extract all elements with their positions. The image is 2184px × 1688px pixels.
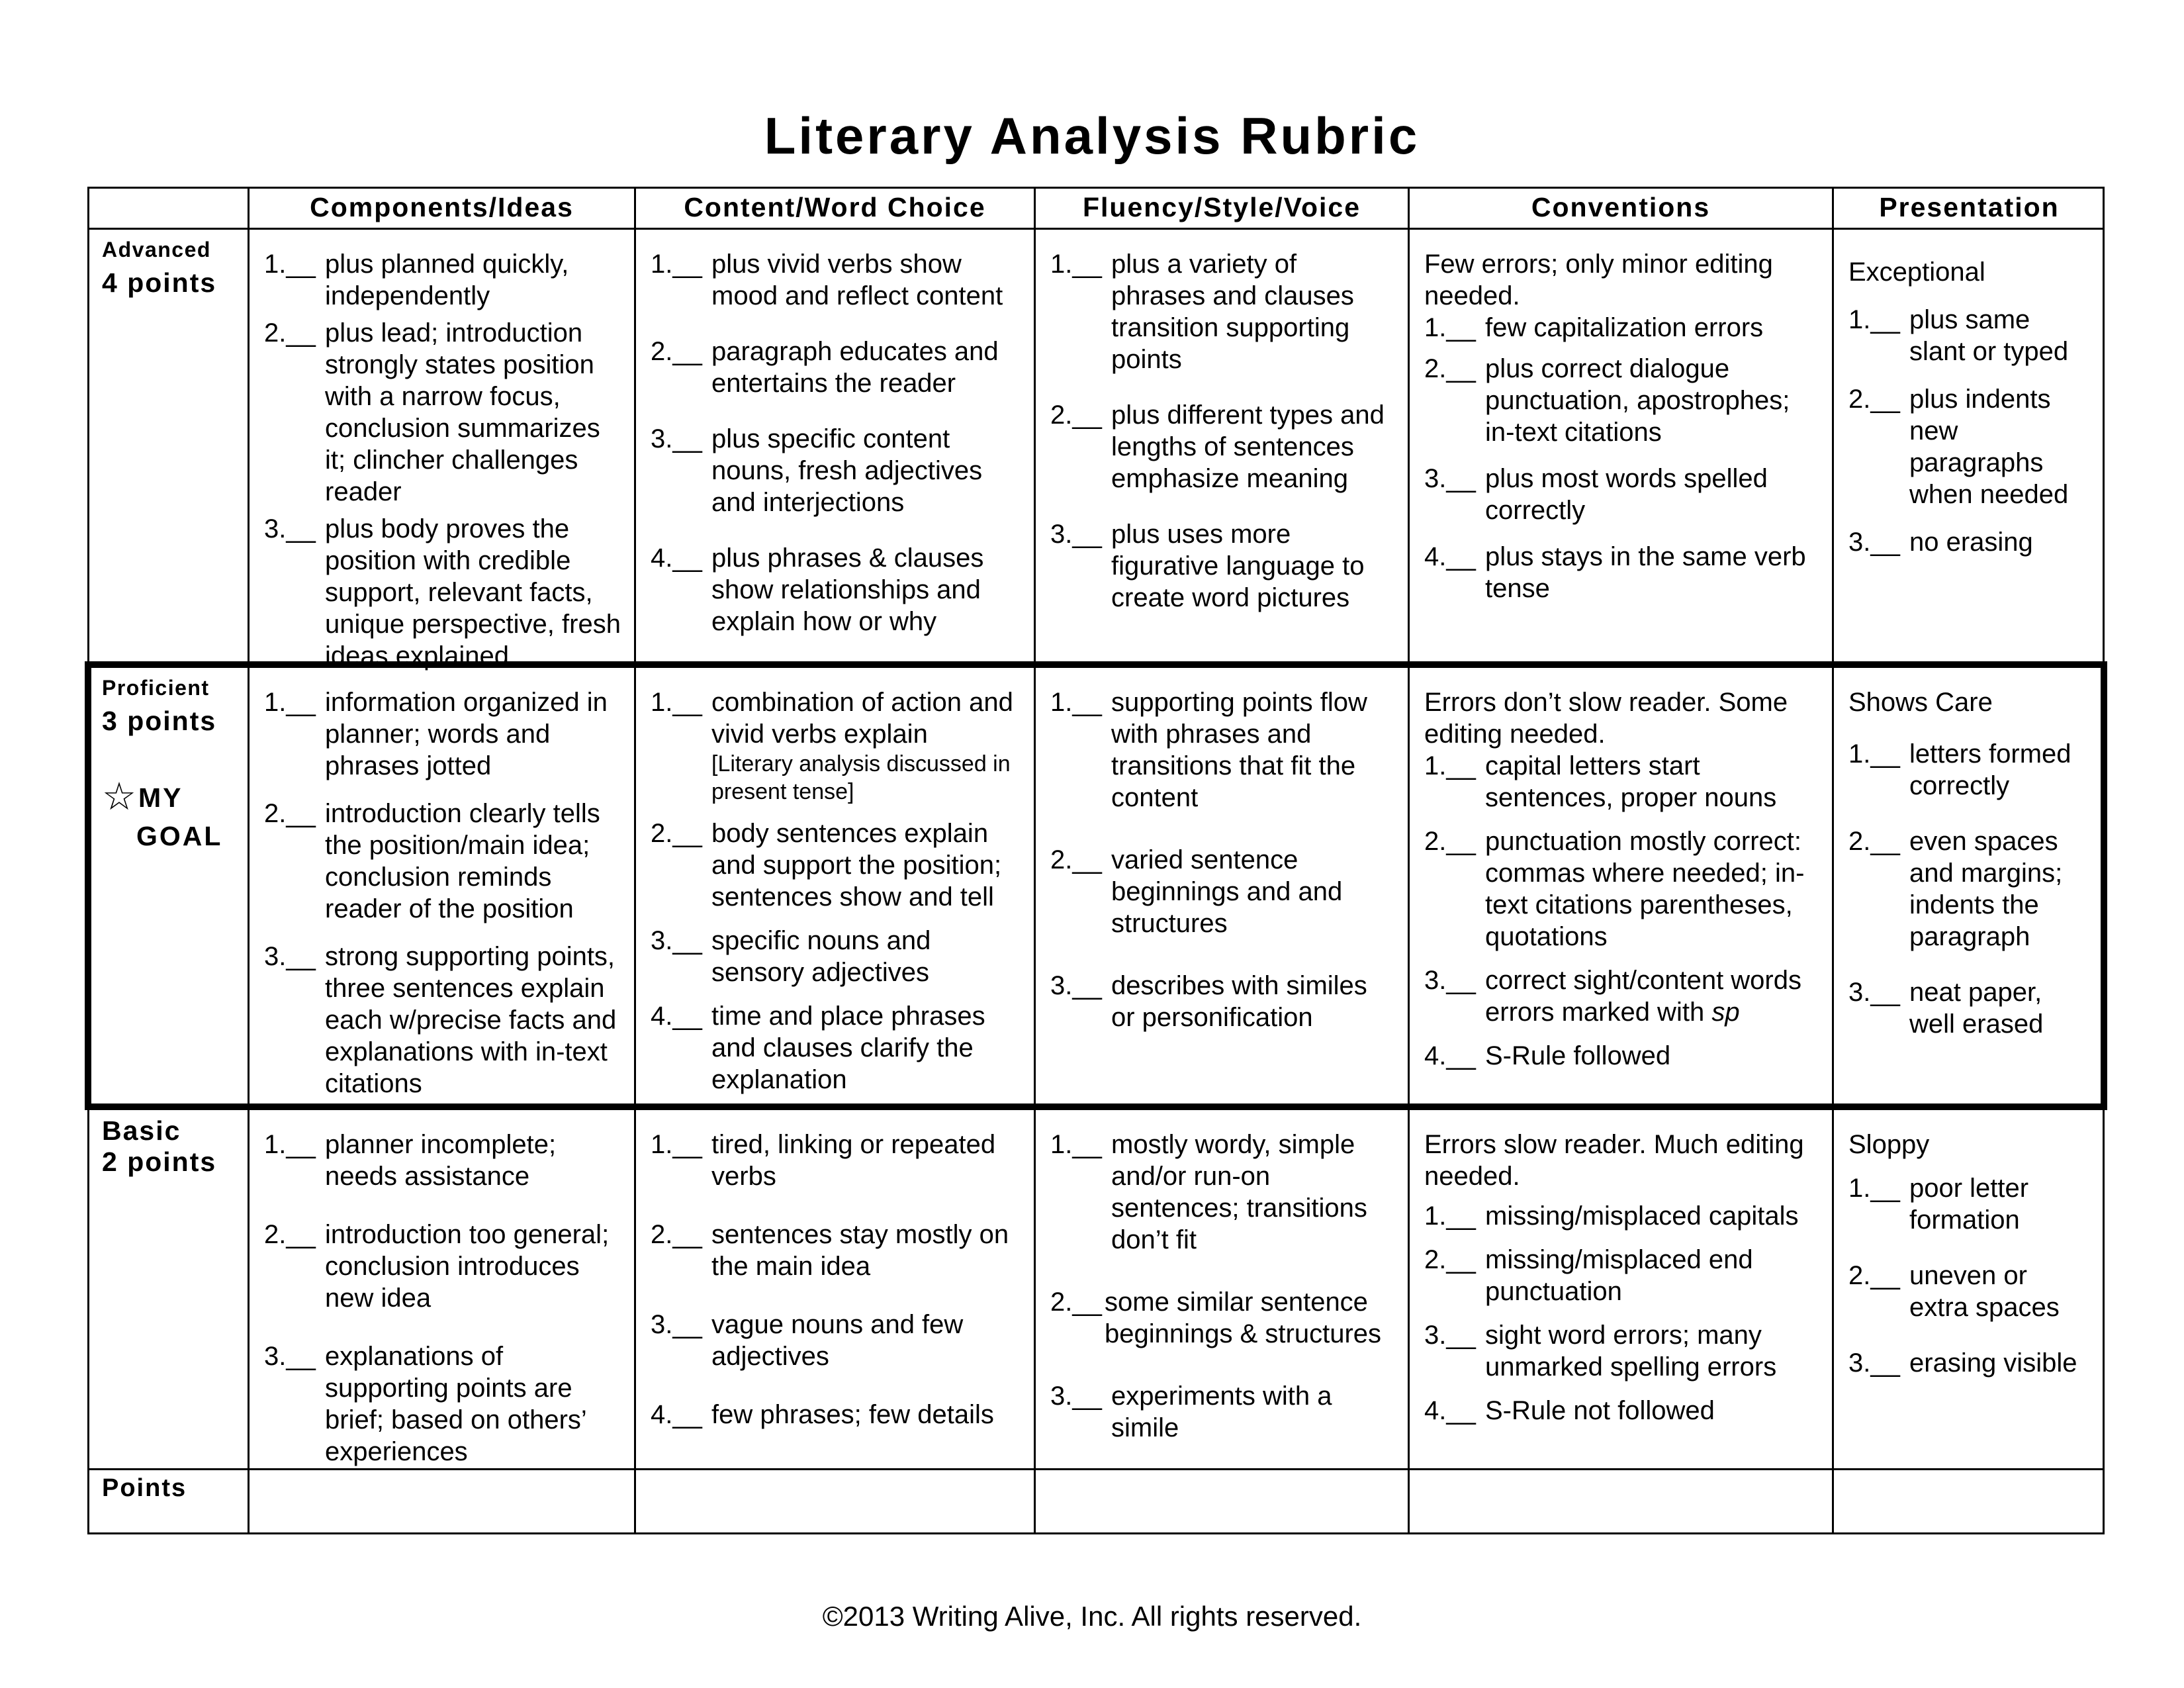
- criterion-text: plus indents new paragraphs when needed: [1909, 385, 2069, 509]
- criterion-text: combination of action and vivid verbs explain: [711, 688, 1013, 749]
- criterion-item: [1050, 1286, 1394, 1350]
- criterion-text: plus body proves the position with credible support, relevant facts, unique perspective, fresh ideas explained: [325, 514, 621, 671]
- cell-advanced-content: [636, 230, 1034, 661]
- spelling-mark-abbrev: sp: [1711, 998, 1740, 1027]
- criterion-item: [264, 1219, 621, 1314]
- cell-basic-conventions: [1410, 1110, 1832, 1450]
- criterion-checkbox-blank[interactable]: 3.__: [1424, 1321, 1476, 1350]
- criterion-item: [1050, 686, 1394, 814]
- criterion-item: [651, 542, 1021, 637]
- criterion-item: [264, 317, 621, 508]
- criterion-checkbox-blank[interactable]: 1.__: [651, 1130, 702, 1159]
- criterion-checkbox-blank[interactable]: 3.__: [651, 926, 702, 955]
- criterion-checkbox-blank[interactable]: 2.__: [1050, 400, 1102, 430]
- criterion-note: [Literary analysis discussed in present tense]: [711, 751, 1011, 804]
- criterion-checkbox-blank[interactable]: 1.__: [651, 688, 702, 717]
- criterion-item: [264, 686, 621, 782]
- criterion-checkbox-blank[interactable]: 2.__: [1424, 354, 1476, 383]
- criterion-text: mostly wordy, simple and/or run-on sentences; transitions don’t fit: [1111, 1130, 1367, 1254]
- criterion-checkbox-blank[interactable]: 3.__: [1848, 1348, 1900, 1378]
- criterion-checkbox-blank[interactable]: 2.__: [1424, 827, 1476, 856]
- criterion-checkbox-blank[interactable]: 3.__: [1424, 966, 1476, 995]
- criterion-text: introduction clearly tells the position/main idea; conclusion reminds reader of the position: [325, 799, 600, 923]
- criterion-item: [264, 248, 621, 312]
- cell-proficient-content: [636, 668, 1034, 1119]
- criterion-text: few capitalization errors: [1485, 313, 1764, 342]
- rubric-table: [87, 187, 2105, 1534]
- criterion-text: supporting points flow with phrases and transitions that fit the content: [1111, 688, 1367, 812]
- criterion-checkbox-blank[interactable]: 3.__: [1848, 978, 1900, 1007]
- criterion-item: [651, 1399, 1021, 1430]
- cell-basic-components: [250, 1110, 634, 1491]
- criterion-checkbox-blank[interactable]: 1.__: [1050, 1130, 1102, 1159]
- criterion-text: S-Rule not followed: [1485, 1396, 1715, 1425]
- criterion-text: varied sentence beginnings and and structures: [1111, 845, 1343, 938]
- criterion-checkbox-blank[interactable]: 2.__: [651, 1220, 702, 1249]
- cell-basic-fluency: [1036, 1110, 1408, 1468]
- criterion-item: [651, 1129, 1021, 1192]
- criterion-checkbox-blank[interactable]: 4.__: [1424, 1041, 1476, 1070]
- criterion-item: [1424, 463, 1819, 526]
- criterion-item: [651, 686, 1021, 806]
- criterion-text: plus planned quickly, independently: [325, 250, 569, 310]
- criterion-checkbox-blank[interactable]: 2.__: [651, 337, 702, 366]
- criterion-checkbox-blank[interactable]: 3.__: [651, 424, 702, 453]
- criterion-text: plus uses more figurative language to create word pictures: [1111, 520, 1365, 612]
- cell-summary: Few errors; only minor editing needed.: [1424, 250, 1773, 310]
- criterion-item: [1848, 825, 2085, 953]
- column-header-fluency-style-voice: Fluency/Style/Voice: [1082, 191, 1361, 222]
- cell-advanced-conventions: [1410, 230, 1832, 628]
- criterion-checkbox-blank[interactable]: 2.__: [1848, 1261, 1900, 1290]
- column-header-presentation: Presentation: [1879, 191, 2060, 222]
- criterion-item: [651, 925, 1021, 988]
- criterion-item: [264, 513, 621, 672]
- cell-basic-presentation: [1834, 1110, 2105, 1403]
- criterion-checkbox-blank[interactable]: 2.__: [1050, 845, 1102, 874]
- criterion-item: [1424, 825, 1819, 953]
- criterion-text: plus most words spelled correctly: [1485, 464, 1768, 525]
- criterion-checkbox-blank[interactable]: 2.__: [264, 799, 316, 828]
- criterion-checkbox-blank[interactable]: 4.__: [651, 1002, 702, 1031]
- cell-basic-content: [636, 1110, 1034, 1454]
- criterion-checkbox-blank[interactable]: 1.__: [1848, 1174, 1900, 1203]
- criterion-text: plus lead; introduction strongly states position with a narrow focus, conclusion summarizes it; clincher challenges reader: [325, 318, 600, 506]
- criterion-item: [1424, 1244, 1819, 1307]
- criterion-text: describes with similes or personification: [1111, 971, 1367, 1032]
- criterion-checkbox-blank[interactable]: 1.__: [1848, 739, 1900, 769]
- cell-proficient-fluency: [1036, 668, 1408, 1057]
- criterion-text: plus phrases & clauses show relationships and explain how or why: [711, 543, 984, 636]
- level-name: Advanced: [102, 238, 211, 261]
- criterion-item: [1050, 399, 1394, 494]
- criterion-text: sentences stay mostly on the main idea: [711, 1220, 1009, 1281]
- my-goal-marker: [102, 775, 248, 855]
- criterion-text: plus correct dialogue punctuation, apostrophes; in-text citations: [1485, 354, 1790, 447]
- criterion-item: [1424, 541, 1819, 604]
- criterion-text: paragraph educates and entertains the reader: [711, 337, 999, 398]
- criterion-text: plus specific content nouns, fresh adjectives and interjections: [711, 424, 983, 517]
- row-label-proficient: [91, 668, 248, 1098]
- criterion-item: [1424, 1040, 1819, 1072]
- criterion-item: [651, 818, 1021, 913]
- criterion-item: [651, 1309, 1021, 1372]
- criterion-item: [1848, 304, 2091, 367]
- criterion-checkbox-blank[interactable]: 1.__: [1050, 688, 1102, 717]
- criterion-text: strong supporting points, three sentences explain each w/precise facts and explanations with in-text citations: [325, 942, 617, 1098]
- star-icon: ☆: [102, 775, 138, 818]
- criterion-checkbox-blank[interactable]: 4.__: [1424, 542, 1476, 571]
- criterion-checkbox-blank[interactable]: 3.__: [1424, 464, 1476, 493]
- criterion-item: [1424, 312, 1819, 344]
- criterion-text: time and place phrases and clauses clarify the explanation: [711, 1002, 985, 1094]
- criterion-text: neat paper, well erased: [1909, 978, 2044, 1039]
- criterion-item: [1050, 248, 1394, 375]
- row-label-points: [87, 1470, 248, 1534]
- criterion-item: [1848, 738, 2085, 802]
- page-title: Literary Analysis Rubric: [764, 107, 1420, 165]
- criterion-checkbox-blank[interactable]: 2.__: [651, 819, 702, 848]
- criterion-item: [1424, 964, 1819, 1028]
- criterion-item: [1424, 1395, 1819, 1427]
- points-label: Points: [102, 1474, 187, 1502]
- criterion-checkbox-blank[interactable]: 3.__: [264, 942, 316, 971]
- criterion-checkbox-blank[interactable]: 2.__: [1848, 385, 1900, 414]
- criterion-checkbox-blank[interactable]: 3.__: [264, 514, 316, 543]
- criterion-checkbox-blank[interactable]: 1.__: [1424, 313, 1476, 342]
- criterion-text: explanations of supporting points are brief; based on others’ experiences: [325, 1342, 586, 1466]
- criterion-item: [1848, 1260, 2091, 1323]
- goal-label-line1: MY: [138, 782, 183, 813]
- criterion-text: plus a variety of phrases and clauses transition supporting points: [1111, 250, 1354, 374]
- cell-advanced-fluency: [1036, 230, 1408, 637]
- points-input-content[interactable]: [636, 1470, 1034, 1532]
- criterion-checkbox-blank[interactable]: 1.__: [264, 1130, 316, 1159]
- criterion-text: tired, linking or repeated verbs: [711, 1130, 996, 1191]
- criterion-checkbox-blank[interactable]: 3.__: [1848, 528, 1900, 557]
- criterion-checkbox-blank[interactable]: 2.__: [1050, 1288, 1102, 1317]
- points-input-fluency[interactable]: [1036, 1470, 1408, 1532]
- criterion-text: some similar sentence beginnings & structures: [1105, 1288, 1382, 1348]
- criterion-checkbox-blank[interactable]: 3.__: [264, 1342, 316, 1371]
- criterion-checkbox-blank[interactable]: 1.__: [264, 688, 316, 717]
- level-points: 3 points: [102, 706, 217, 736]
- criterion-text: letters formed correctly: [1909, 739, 2071, 800]
- level-points: 2 points: [102, 1147, 217, 1177]
- criterion-item: [1848, 976, 2085, 1040]
- points-input-components[interactable]: [250, 1470, 634, 1532]
- criterion-item: [1050, 1129, 1394, 1256]
- criterion-checkbox-blank[interactable]: 4.__: [651, 543, 702, 573]
- criterion-text: information organized in planner; words and phrases jotted: [325, 688, 608, 780]
- criterion-item: [1848, 1172, 2091, 1236]
- criterion-text: S-Rule followed: [1485, 1041, 1671, 1070]
- criterion-text: vague nouns and few adjectives: [711, 1310, 964, 1371]
- criterion-text: missing/misplaced capitals: [1485, 1201, 1799, 1231]
- criterion-item: [651, 423, 1021, 518]
- criterion-checkbox-blank[interactable]: 4.__: [1424, 1396, 1476, 1425]
- criterion-item: [1424, 353, 1819, 448]
- criterion-item: [1848, 526, 2091, 558]
- criterion-item: [264, 798, 621, 925]
- criterion-item: [651, 336, 1021, 399]
- criterion-item: [1424, 1319, 1819, 1383]
- row-label-advanced: [87, 230, 248, 661]
- criterion-checkbox-blank[interactable]: 3.__: [1050, 520, 1102, 549]
- criterion-text: no erasing: [1909, 528, 2033, 557]
- criterion-checkbox-blank[interactable]: 1.__: [1424, 751, 1476, 780]
- criterion-item: [1424, 1200, 1819, 1232]
- criterion-item: [1424, 750, 1819, 814]
- criterion-item: [1050, 844, 1394, 939]
- criterion-item: [264, 1340, 621, 1468]
- criterion-checkbox-blank[interactable]: 3.__: [1050, 1382, 1102, 1411]
- copyright-footer: ©2013 Writing Alive, Inc. All rights reserved.: [822, 1601, 1362, 1632]
- criterion-text: correct sight/content words errors marked with sp: [1485, 966, 1801, 1027]
- criterion-text: specific nouns and sensory adjectives: [711, 926, 931, 987]
- criterion-checkbox-blank[interactable]: 1.__: [264, 250, 316, 279]
- criterion-item: [1050, 970, 1394, 1033]
- cell-advanced-presentation: [1834, 230, 2105, 582]
- criterion-checkbox-blank[interactable]: 1.__: [1050, 250, 1102, 279]
- criterion-text: sight word errors; many unmarked spelling errors: [1485, 1321, 1777, 1382]
- level-name: Proficient: [102, 676, 210, 700]
- criterion-text: plus vivid verbs show mood and reflect content: [711, 250, 1003, 310]
- cell-proficient-presentation: [1834, 668, 2098, 1064]
- criterion-item: [1848, 1347, 2091, 1379]
- column-header-components-ideas: Components/Ideas: [310, 191, 574, 222]
- cell-summary: Errors slow reader. Much editing needed.: [1424, 1130, 1804, 1191]
- points-input-presentation[interactable]: [1834, 1470, 2103, 1532]
- level-name: Basic: [102, 1115, 181, 1146]
- criterion-text: few phrases; few details: [711, 1400, 994, 1429]
- criterion-text: missing/misplaced end punctuation: [1485, 1245, 1753, 1306]
- criterion-text: introduction too general; conclusion introduces new idea: [325, 1220, 610, 1313]
- criterion-text: plus stays in the same verb tense: [1485, 542, 1806, 603]
- criterion-item: [651, 1219, 1021, 1282]
- criterion-text: experiments with a simile: [1111, 1382, 1332, 1442]
- cell-summary: Exceptional: [1848, 258, 1985, 287]
- criterion-item: [1848, 383, 2091, 510]
- level-points: 4 points: [102, 267, 217, 298]
- cell-summary: Errors don’t slow reader. Some editing needed.: [1424, 688, 1788, 749]
- criterion-checkbox-blank[interactable]: 4.__: [651, 1400, 702, 1429]
- criterion-checkbox-blank[interactable]: 2.__: [1848, 827, 1900, 856]
- criterion-text: body sentences explain and support the position; sentences show and tell: [711, 819, 1002, 912]
- criterion-text: plus same slant or typed: [1909, 305, 2069, 366]
- criterion-checkbox-blank[interactable]: 1.__: [651, 250, 702, 279]
- criterion-checkbox-blank[interactable]: 2.__: [264, 318, 316, 348]
- criterion-checkbox-blank[interactable]: 1.__: [1848, 305, 1900, 334]
- criterion-text: erasing visible: [1909, 1348, 2077, 1378]
- criterion-item: [264, 1129, 621, 1192]
- goal-label-line2: GOAL: [136, 821, 223, 851]
- cell-proficient-components: [250, 668, 634, 1123]
- criterion-text: plus different types and lengths of sentences emphasize meaning: [1111, 400, 1385, 493]
- criterion-item: [1050, 518, 1394, 614]
- criterion-text: planner incomplete; needs assistance: [325, 1130, 557, 1191]
- criterion-text: capital letters start sentences, proper nouns: [1485, 751, 1777, 812]
- criterion-item: [651, 248, 1021, 312]
- criterion-item: [264, 941, 621, 1100]
- criterion-text: poor letter formation: [1909, 1174, 2029, 1235]
- column-header-conventions: Conventions: [1531, 191, 1711, 222]
- criterion-text: even spaces and margins; indents the paragraph: [1909, 827, 2063, 951]
- points-input-conventions[interactable]: [1410, 1470, 1832, 1532]
- criterion-checkbox-blank[interactable]: 2.__: [264, 1220, 316, 1249]
- criterion-checkbox-blank[interactable]: 2.__: [1424, 1245, 1476, 1274]
- row-label-basic: [87, 1110, 248, 1468]
- criterion-checkbox-blank[interactable]: 3.__: [1050, 971, 1102, 1000]
- criterion-item: [651, 1000, 1021, 1096]
- cell-summary: Shows Care: [1848, 688, 1993, 717]
- column-header-content-word-choice: Content/Word Choice: [684, 191, 986, 222]
- cell-proficient-conventions: [1410, 668, 1832, 1096]
- criterion-checkbox-blank[interactable]: 1.__: [1424, 1201, 1476, 1231]
- cell-advanced-components: [250, 230, 634, 677]
- criterion-checkbox-blank[interactable]: 3.__: [651, 1310, 702, 1339]
- criterion-text: punctuation mostly correct: commas where needed; in-text citations parentheses, quotations: [1485, 827, 1805, 951]
- cell-summary: Sloppy: [1848, 1130, 1930, 1159]
- criterion-text: uneven or extra spaces: [1909, 1261, 2060, 1322]
- criterion-item: [1050, 1380, 1394, 1444]
